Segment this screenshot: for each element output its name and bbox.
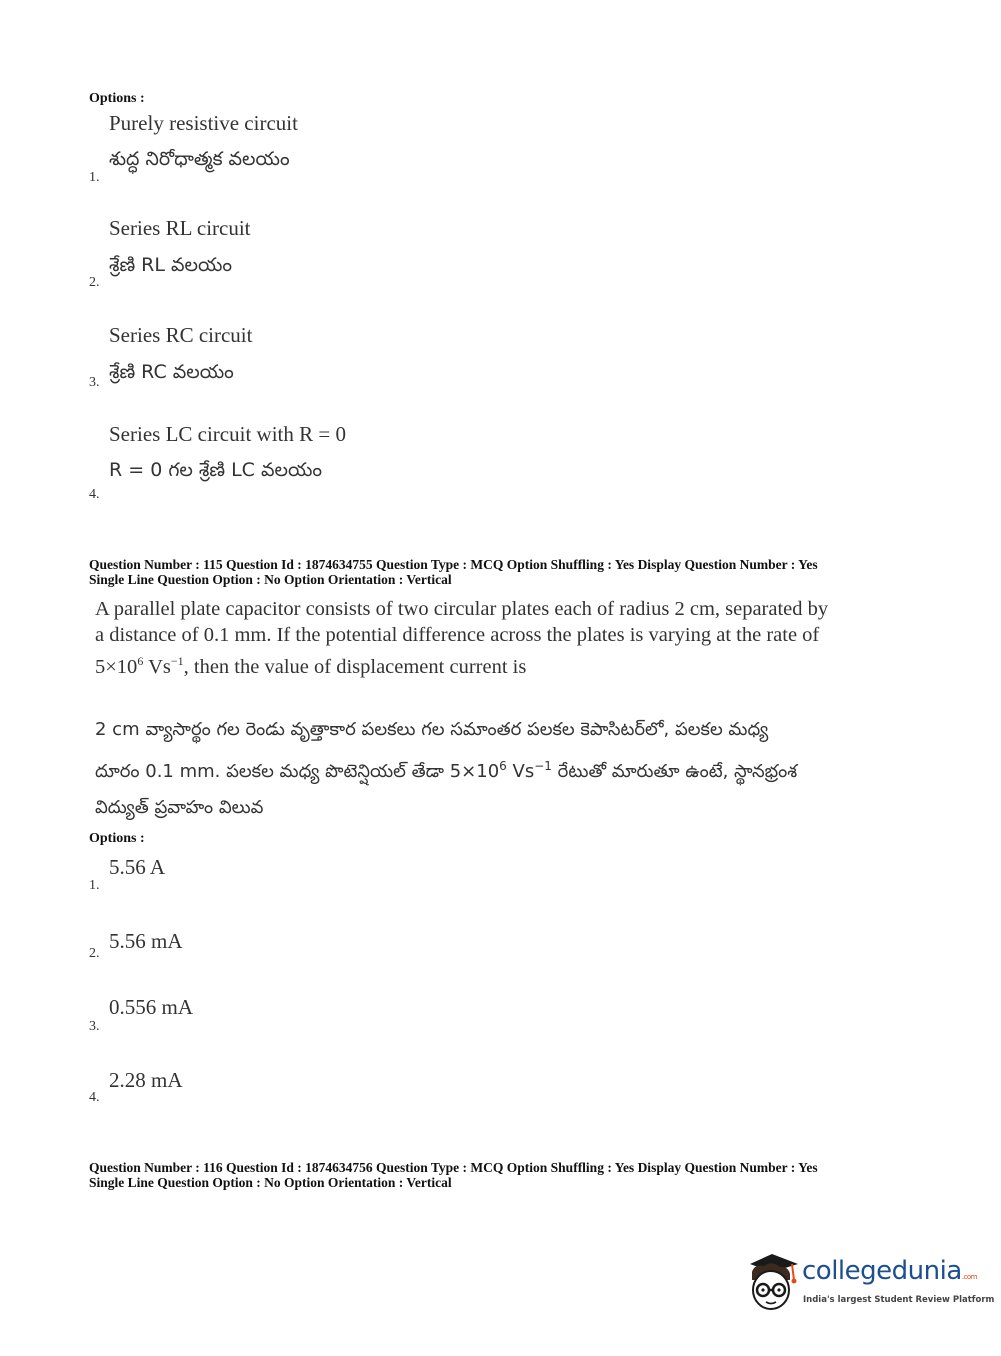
option-1-english: Purely resistive circuit (109, 111, 298, 135)
option-2-telugu: శ్రేణి RL వలయం (109, 254, 233, 276)
option-2-english: Series RL circuit (109, 216, 251, 240)
q115-option-4-number: 4. (89, 1090, 100, 1105)
question-115-text-te (95, 712, 797, 826)
q115-option-2-value: 5.56 mA (109, 929, 183, 953)
option-1-number: 1. (89, 170, 100, 185)
option-4-number: 4. (89, 487, 100, 502)
question-115-meta-line2: Single Line Question Option : No Option Orientation : Vertical (89, 572, 452, 587)
option-2-number: 2. (89, 275, 100, 290)
question-te-line-3: విద్యుత్ ప్రవాహం విలువ (95, 797, 264, 818)
option-4-english: Series LC circuit with R = 0 (109, 422, 346, 446)
option-3-number: 3. (89, 375, 100, 390)
question-115-meta-line1: Question Number : 115 Question Id : 1874634755 Question Type : MCQ Option Shuffling : Yes Display Question Number : Yes (89, 557, 818, 572)
question-115-options-heading: Options : (89, 831, 145, 846)
option-3-telugu: శ్రేణి RC వలయం (109, 361, 234, 383)
question-en-line-3: $5\times 10^6$ $Vs^{-1}$, then the value of displacement current is (95, 654, 527, 678)
q115-option-4-value: 2.28 mA (109, 1068, 183, 1092)
option-4-telugu: R = 0 గల శ్రేణి LC వలయం (109, 459, 323, 481)
question-te-line-1: 2 cm వ్యాసార్థం గల రెండు వృత్తాకార పలకలు గల సమాంతర పలకల కెపాసిటర్‌లో, పలకల మధ్య (95, 719, 769, 740)
question-en-line-1: A parallel plate capacitor consists of two circular plates each of radius 2 cm, separated by (95, 598, 829, 620)
question-115-text-en (95, 596, 828, 680)
q115-option-3-number: 3. (89, 1019, 100, 1034)
question-116-meta-line1: Question Number : 116 Question Id : 1874634756 Question Type : MCQ Option Shuffling : Yes Display Question Number : Yes (89, 1160, 818, 1175)
question-116-meta-line2: Single Line Question Option : No Option Orientation : Vertical (89, 1175, 452, 1190)
logo-tagline: India's largest Student Review Platform (803, 1295, 995, 1305)
student-mascot-icon (742, 1250, 802, 1314)
option-3-english: Series RC circuit (109, 323, 253, 347)
logo-wordmark: collegedunia.com (802, 1256, 977, 1286)
option-1-telugu: శుద్ధ నిరోధాత్మక వలయం (109, 148, 290, 170)
collegedunia-logo[interactable] (742, 1250, 995, 1316)
question-te-line-2: దూరం 0.1 mm. పలకల మధ్య పొటెన్షియల్ తేడా $5\times 10^6$ $Vs^{-1}$ రేటుతో మారుతూ ఉంటే, స్థానభ్రంశ (95, 759, 798, 782)
q115-option-3-value: 0.556 mA (109, 995, 193, 1019)
q115-option-2-number: 2. (89, 946, 100, 961)
options-heading: Options : (89, 91, 145, 106)
question-en-line-2: a distance of 0.1 mm. If the potential difference across the plates is varying at the rate of (95, 624, 820, 646)
q115-option-1-value: 5.56 A (109, 855, 166, 879)
q115-option-1-number: 1. (89, 878, 100, 893)
